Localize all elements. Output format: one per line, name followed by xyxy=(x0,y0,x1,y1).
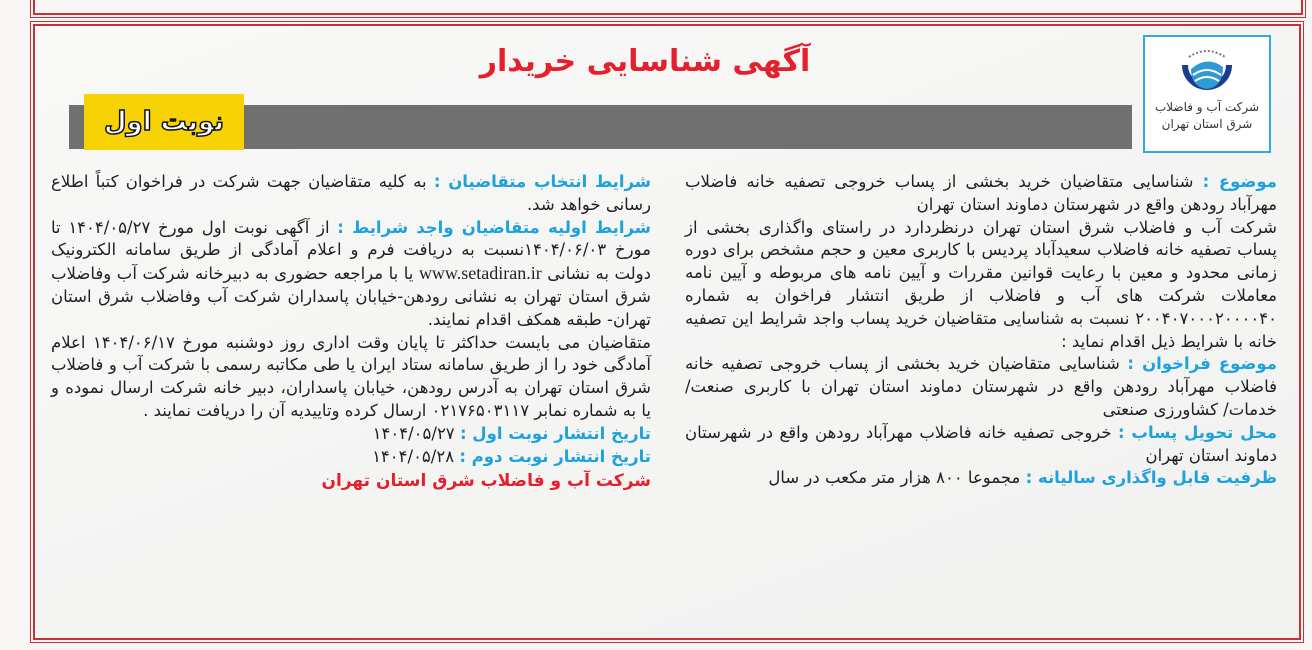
call-subject-paragraph xyxy=(685,353,1277,421)
capacity-label: ظرفیت قابل واگذاری سالیانه : xyxy=(1025,468,1277,488)
publication-round-badge xyxy=(84,94,244,150)
capacity-paragraph xyxy=(685,467,1277,490)
first-pub-label: تاریخ انتشار نوبت اول : xyxy=(459,423,651,443)
subject-text: شناسایی متقاضیان خرید بخشی از پساب خروجی تصفیه خانه فاضلاب مهرآباد رودهن واقع در شهرستان دماوند استان تهران xyxy=(685,172,1277,214)
call-subject-text: شناسایی متقاضیان خرید بخشی از پساب خروجی تصفیه خانه فاضلاب مهرآباد رودهن واقع در شهرستان دماوند استان تهران با کاربری صنعت/ خدمات/ کشاورزی صنعتی xyxy=(685,354,1277,419)
capacity-text: مجموعا ۸۰۰ هزار متر مکعب در سال xyxy=(768,468,1021,488)
delivery-label: محل تحویل پساب : xyxy=(1117,422,1278,442)
initial-conditions-paragraph xyxy=(51,217,651,332)
right-column xyxy=(685,171,1277,490)
company-logo xyxy=(1143,35,1271,153)
first-publication xyxy=(51,423,651,446)
signature: شرکت آب و فاضلاب شرق استان تهران xyxy=(321,471,651,492)
previous-ad-border xyxy=(33,0,1303,15)
subject-label: موضوع : xyxy=(1202,172,1277,191)
deadline-paragraph: متقاضیان می بایست حداکثر تا پایان وقت اداری روز دوشنبه مورخ ۱۴۰۴/۰۶/۱۷ اعلام آمادگی خود را از طریق سامانه ستاد ایران یا طی مکاتبه رسمی با شرکت آب و فاضلاب شرق استان تهران به آدرس رودهن، خیابان پاسداران، دبیر خانه شرکت ارسال نموده و یا به شماره نمابر ۰۲۱۷۶۵۰۳۱۱۷ ارسال کرده وتاییدیه آن را دریافت نمایند . xyxy=(51,332,651,420)
left-column xyxy=(51,171,651,493)
initial-text-1: از آگهی نوبت اول مورخ ۱۴۰۴/۰۵/۲۷ تا مورخ ۱۴۰۴/۰۶/۰۳نسبت به دریافت فرم و اعلام آمادگی از طریق سامانه الکترونیک دولت به نشانی xyxy=(51,217,651,284)
initial-text-2: یا با مراجعه حضوری به دبیرخانه شرکت آب وفاضلاب شرق استان تهران به نشانی رودهن-خیابان پاسداران شرکت آب وفاضلاب شرق استان تهران- طبقه همکف اقدام نمایند. xyxy=(51,264,651,329)
intro-paragraph: شرکت آب و فاضلاب شرق استان تهران درنظردارد در راستای واگذاری بخشی از پساب تصفیه خانه فاضلاب سعیدآباد پردیس با کاربری معین و حجم مشخص برای دوره زمانی محدود و معین با رعایت قوانین مقررات و آیین نامه های مربوطه و آیین نامه معاملات شرکت های آب و فاضلاب از طریق انتشار فراخوان به شماره ۲۰۰۴۰۷۰۰۰۲۰۰۰۰۴۰ نسبت به شناسایی متقاضیان خرید پساب واجد شرایط این تصفیه خانه با شرایط ذیل اقدام نماید : xyxy=(685,217,1277,351)
website-link[interactable]: www.setadiran.ir xyxy=(418,263,542,284)
delivery-paragraph xyxy=(685,422,1277,468)
first-pub-date: ۱۴۰۴/۰۵/۲۷ xyxy=(372,423,455,443)
second-pub-label: تاریخ انتشار نوبت دوم : xyxy=(459,446,651,466)
second-publication xyxy=(51,446,651,469)
logo-text-line2: شرق استان تهران xyxy=(1161,117,1253,131)
subject-paragraph xyxy=(685,171,1277,217)
selection-label: شرایط انتخاب متقاضیان : xyxy=(433,172,651,191)
initial-label: شرایط اولیه متقاضیان واجد شرایط : xyxy=(337,217,651,237)
ad-title: آگهی شناسایی خریدار xyxy=(479,44,811,79)
selection-paragraph xyxy=(51,171,651,217)
logo-text-line1: شرکت آب و فاضلاب xyxy=(1154,100,1260,114)
water-drop-logo-icon xyxy=(1179,47,1235,99)
second-pub-date: ۱۴۰۴/۰۵/۲۸ xyxy=(372,446,455,466)
delivery-text: خروجی تصفیه خانه فاضلاب مهرآباد رودهن واقع در شهرستان دماوند استان تهران xyxy=(685,422,1277,465)
selection-text: به کلیه متقاضیان جهت شرکت در فراخوان کتباً اطلاع رسانی خواهد شد. xyxy=(51,172,651,214)
call-subject-label: موضوع فراخوان : xyxy=(1127,354,1277,374)
badge-text: نوبت اول xyxy=(103,107,225,137)
advertisement xyxy=(33,24,1301,640)
